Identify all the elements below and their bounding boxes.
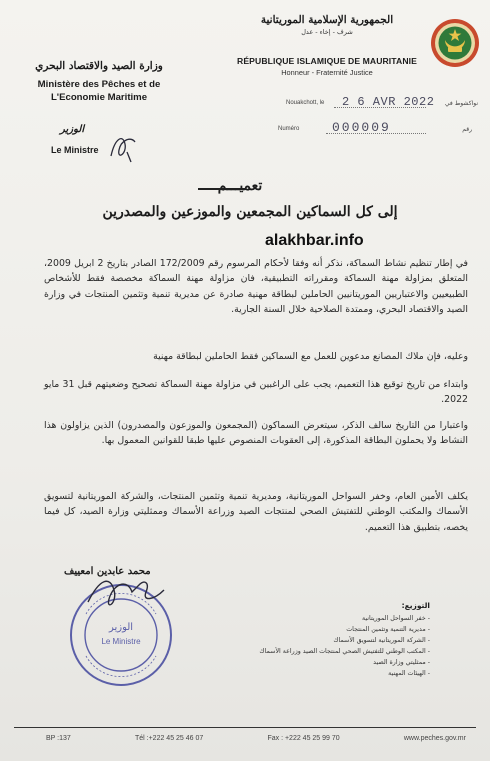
number-label: Numéro (278, 126, 300, 132)
french-motto: Honneur - Fraternité Justice (281, 68, 373, 77)
stamp-french: Le Ministre (101, 637, 141, 646)
stamp-arabic: الوزير (108, 622, 134, 633)
circular-title-underline (198, 188, 246, 190)
distribution-item: - الشركة الموريتانية لتسويق الأسماك (250, 635, 430, 646)
paragraph-1: في إطار تنظيم نشاط السماكة، نذكر أنه وفقا لأحكام المرسوم رقم 172/2009 الصادر بتاريخ 2 ابريل 2009، المتعلق بمزاولة مهنة السماكة ومقرراته التطبيقية، فان مزاولة مهنة السماكة مخصصة فقط للأشخاص الطبيعيين والاعتباريين الموريتانيين الحاملين لبطاقة مهنية صادرة عن مديرية تنمية وتثمين المنتجات في وزارة الصيد والاقتصاد البحري، وممتدة الصلاحية خلال السنة الجارية. (44, 258, 469, 316)
date-stamp-value: 2 6 AVR 2022 (342, 95, 435, 109)
minister-french: Le Ministre (51, 145, 99, 155)
national-seal-icon (430, 18, 480, 68)
paragraph-5: يكلف الأمين العام، وخفر السواحل الموريتانية، ومديرية تنمية وتثمين المنتجات، والشركة الموريتانية لتسويق الأسماك والمكتب الوطني للتفتيش الصحي لمنتجات الصيد وزراعة الأسماك وممثليتي وزارة الصيد، كل فيما يخصه، بتطبيق هذا التعميم. (44, 491, 468, 533)
french-republic-heading: RÉPUBLIQUE ISLAMIQUE DE MAURITANIE (237, 56, 417, 66)
circular-title: تعميـــم (217, 178, 263, 194)
footer (46, 735, 466, 742)
ministry-french-line2: L'Economie Maritime (50, 92, 148, 103)
distribution-title: التوزيع: (401, 601, 430, 610)
distribution-item: - المكتب الوطني للتفتيش الصحي لمنتجات الصيد وزراعة الأسماك (250, 646, 430, 657)
signer-name: محمد عابدين امعييف (64, 566, 151, 577)
footer-website[interactable]: www.peches.gov.mr (403, 735, 466, 742)
number-row (278, 120, 482, 138)
date-row (286, 96, 482, 112)
footer-bp: BP :137 (46, 735, 71, 742)
minister-signature (80, 572, 170, 616)
date-label-arabic: نواكشوط في (444, 100, 478, 107)
number-stamp-value: 000009 (332, 120, 391, 135)
addressees-title: إلى كل السماكين المجمعين والموزعين والمصدرين (102, 204, 398, 220)
footer-fax: Fax : +222 45 25 99 70 (267, 735, 340, 742)
arabic-republic-heading: الجمهورية الإسلامية الموريتانية (260, 14, 394, 26)
distribution-item: - مديرية التنمية وتثمين المنتجات (250, 624, 430, 635)
footer-tel: Tél :+222 45 25 46 07 (134, 735, 204, 742)
footer-divider (14, 727, 476, 728)
arabic-motto: شرف - إخاء - عدل (301, 28, 353, 36)
date-label: Nouakchott, le (286, 100, 325, 106)
paragraph-2: وعليه، فإن ملاك المصانع مدعوين للعمل مع السماكين فقط الحاملين لبطاقة مهنية (153, 351, 468, 362)
distribution-item: - ممثليتي وزارة الصيد (250, 657, 430, 668)
distribution-item: - خفر السواحل الموريتانية (250, 613, 430, 624)
ministry-arabic: وزارة الصيد والاقتصاد البحري (35, 60, 163, 72)
site-watermark: alakhbar.info (265, 232, 364, 249)
ministry-french-line1: Ministère des Pêches et de (37, 79, 161, 90)
distribution-list (250, 613, 430, 679)
distribution-item: - الهيئات المهنية (250, 668, 430, 679)
number-label-arabic: رقم (462, 126, 472, 133)
paragraph-4: واعتبارا من التاريخ سالف الذكر، سيتعرض السماكون (المجمعون والموزعون والمصدرون) الذين يزاولون هذا النشاط ولا يحملون البطاقة المذكورة، إلى العقوبات المنصوص عليها طبقا للقوانين المعمول بها. (44, 420, 468, 447)
initial-signature (105, 130, 141, 166)
minister-arabic: الوزير (60, 124, 85, 135)
paragraph-3: وابتداء من تاريخ توقيع هذا التعميم، يجب على الراغبين في مزاولة مهنة السماكة تصحيح وضعيتهم قبل 31 مايو 2022. (44, 379, 469, 406)
